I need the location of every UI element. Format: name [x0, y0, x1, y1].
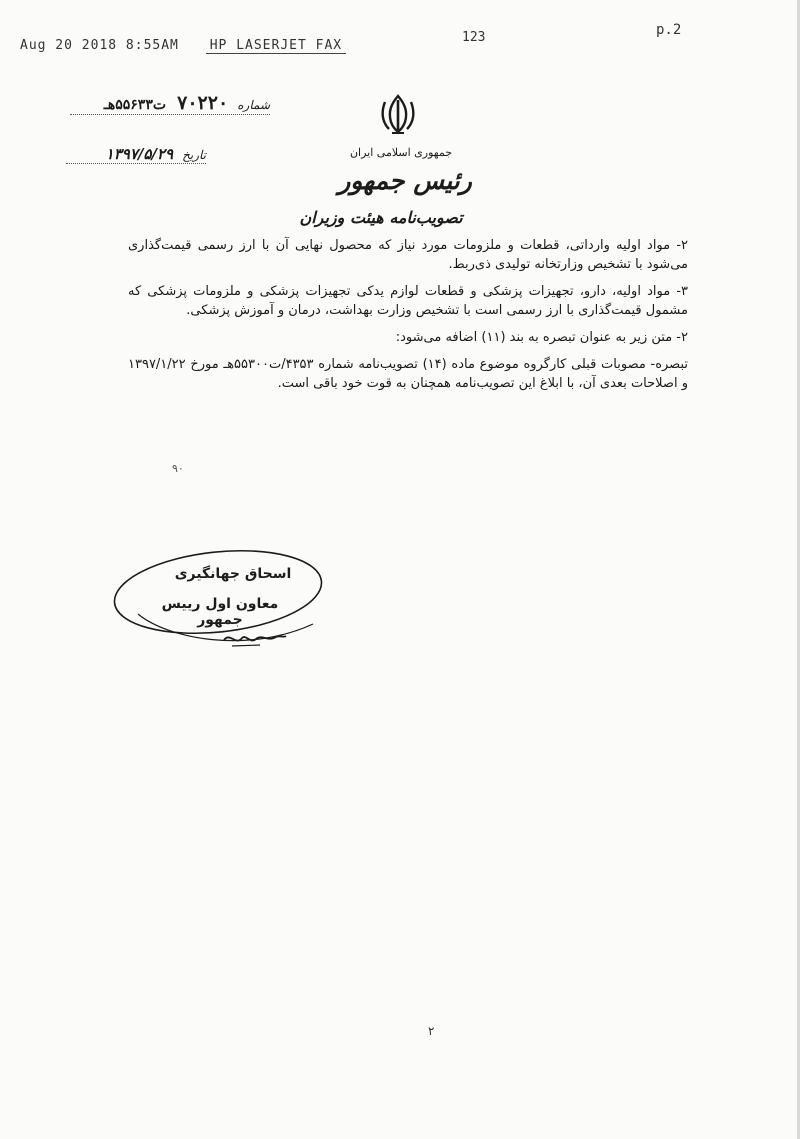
fax-timestamp: Aug 20 2018 8:55AM [20, 38, 179, 53]
document-date-row [66, 144, 206, 164]
fax-page-label: p.2 [656, 22, 682, 38]
number-reference: ت۵۵۶۳۳هـ [103, 97, 167, 113]
signatory-title: معاون اول رییس جمهور [161, 596, 279, 628]
fax-device: HP LASERJET FAX [206, 38, 346, 54]
fax-header [20, 38, 346, 53]
signatory-name: اسحاق جهانگیری [174, 566, 292, 582]
footer-page-number: ۲ [428, 1024, 435, 1038]
note-paragraph: تبصره- مصوبات قبلی کارگروه موضوع ماده (۱۴) تصویب‌نامه شماره ۴۳۵۳/ت۵۵۳۰۰هـ مورخ ۱۳۹۷/۱/۲۲ و اصلاحات بعدی آن، با ابلاغ این تصویب‌نامه همچنان به قوت خود باقی است. [128, 357, 688, 391]
government-name: جمهوری اسلامی ایران [349, 146, 453, 159]
iran-emblem-icon [376, 92, 420, 136]
clause-paragraph: ۲- متن زیر به عنوان تبصره به بند (۱۱) اضافه می‌شود: [395, 330, 688, 345]
date-value: ۱۳۹۷/۵/۲۹ [105, 145, 174, 163]
number-label: شماره [237, 98, 270, 112]
clause-paragraph: ۳- مواد اولیه، دارو، تجهیزات پزشکی و قطعات لوازم یدکی تجهیزات پزشکی و ملزومات پزشکی که مشمول قیمت‌گذاری با ارز رسمی است با تشخیص وزارت بهداشت، درمان و آموزش پزشکی. [128, 284, 688, 318]
office-title: رئیس جمهور [338, 166, 472, 195]
number-value: ۷۰۲۲۰ [177, 92, 229, 114]
date-label: تاریخ [182, 148, 206, 162]
handwritten-signature [220, 626, 290, 652]
document-number-row [70, 92, 270, 115]
clause-paragraph: ۲- مواد اولیه وارداتی، قطعات و ملزومات مورد نیاز که محصول نهایی آن با ارز رسمی قیمت‌گذاری می‌شود با تشخیص وزارتخانه تولیدی ذی‌ربط. [128, 238, 688, 272]
document-type: تصویب‌نامه هیئت وزیران [299, 208, 463, 227]
decree-body [128, 236, 688, 401]
stray-mark: ۹۰ [172, 462, 184, 475]
fax-page-number: 123 [462, 30, 486, 45]
